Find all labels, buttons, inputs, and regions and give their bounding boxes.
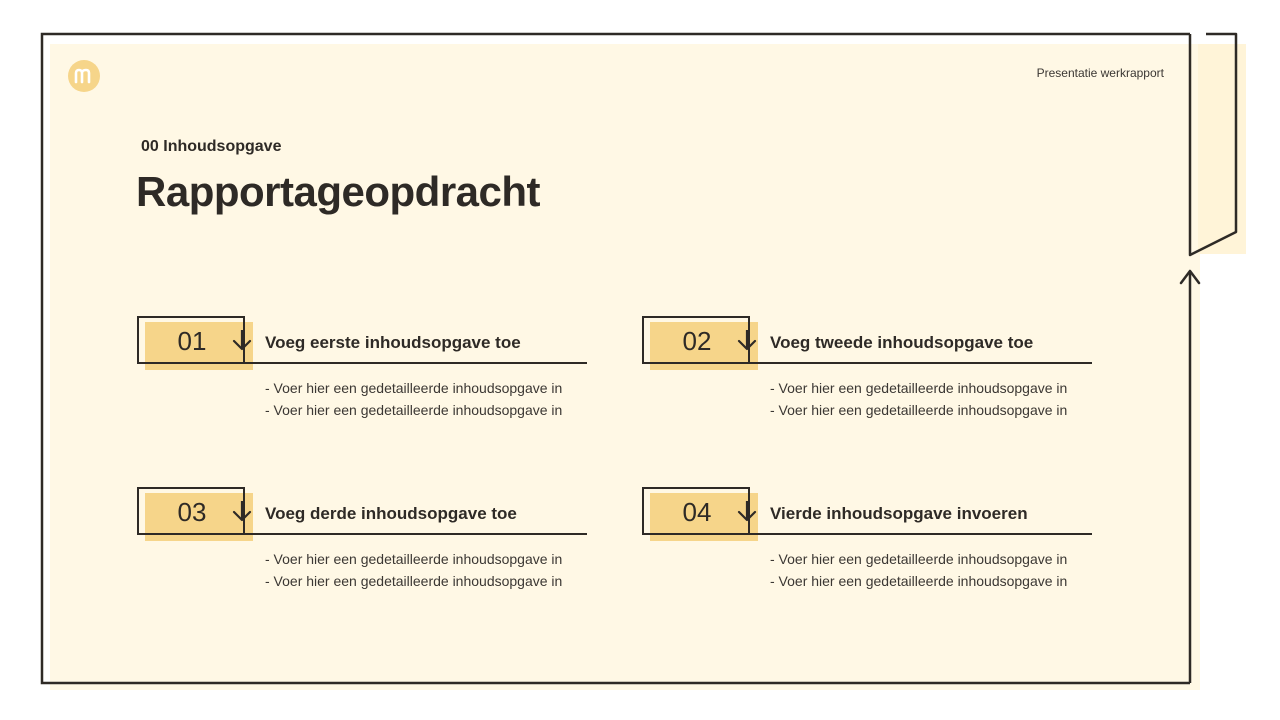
page-title: Rapportageopdracht: [136, 168, 541, 215]
toc-item-details: [770, 550, 1100, 594]
toc-item-detail-line: - Voer hier een gedetailleerde inhoudsopgave in: [265, 573, 563, 589]
toc-item-detail-line: - Voer hier een gedetailleerde inhoudsopgave in: [770, 380, 1068, 396]
toc-item: [642, 316, 1092, 426]
toc-item-details: [770, 379, 1100, 423]
page-flap: [1190, 34, 1236, 255]
toc-item-detail-line: - Voer hier een gedetailleerde inhoudsopgave in: [265, 551, 563, 567]
toc-item: [137, 487, 587, 597]
toc-item-number: 03: [177, 497, 207, 527]
item-underline: [137, 362, 587, 364]
toc-item-detail-line: - Voer hier een gedetailleerde inhoudsopgave in: [770, 402, 1068, 418]
toc-item-details: [265, 550, 595, 594]
arrow-down-icon: [737, 330, 757, 352]
toc-item-number: 01: [177, 326, 207, 356]
item-underline: [642, 362, 1092, 364]
arrow-down-icon: [232, 330, 252, 352]
toc-item-title: Vierde inhoudsopgave invoeren: [770, 504, 1028, 523]
section-label: 00 Inhoudsopgave: [141, 138, 282, 155]
toc-item-title: Voeg eerste inhoudsopgave toe: [265, 333, 521, 352]
toc-item: [137, 316, 587, 426]
item-underline: [137, 533, 587, 535]
toc-item-detail-line: - Voer hier een gedetailleerde inhoudsopgave in: [265, 380, 563, 396]
toc-item-number: 04: [682, 497, 712, 527]
document-label: Presentatie werkrapport: [1036, 66, 1164, 80]
toc-item-details: [265, 379, 595, 423]
toc-item-title: Voeg derde inhoudsopgave toe: [265, 504, 517, 523]
arrow-down-icon: [232, 501, 252, 523]
toc-item-title: Voeg tweede inhoudsopgave toe: [770, 333, 1034, 352]
toc-item: [642, 487, 1092, 597]
brand-logo-icon: [74, 68, 94, 84]
item-underline: [642, 533, 1092, 535]
toc-item-detail-line: - Voer hier een gedetailleerde inhoudsopgave in: [770, 551, 1068, 567]
toc-item-number: 02: [682, 326, 712, 356]
toc-item-detail-line: - Voer hier een gedetailleerde inhoudsopgave in: [265, 402, 563, 418]
arrow-down-icon: [737, 501, 757, 523]
toc-item-detail-line: - Voer hier een gedetailleerde inhoudsopgave in: [770, 573, 1068, 589]
brand-logo: [68, 60, 100, 92]
